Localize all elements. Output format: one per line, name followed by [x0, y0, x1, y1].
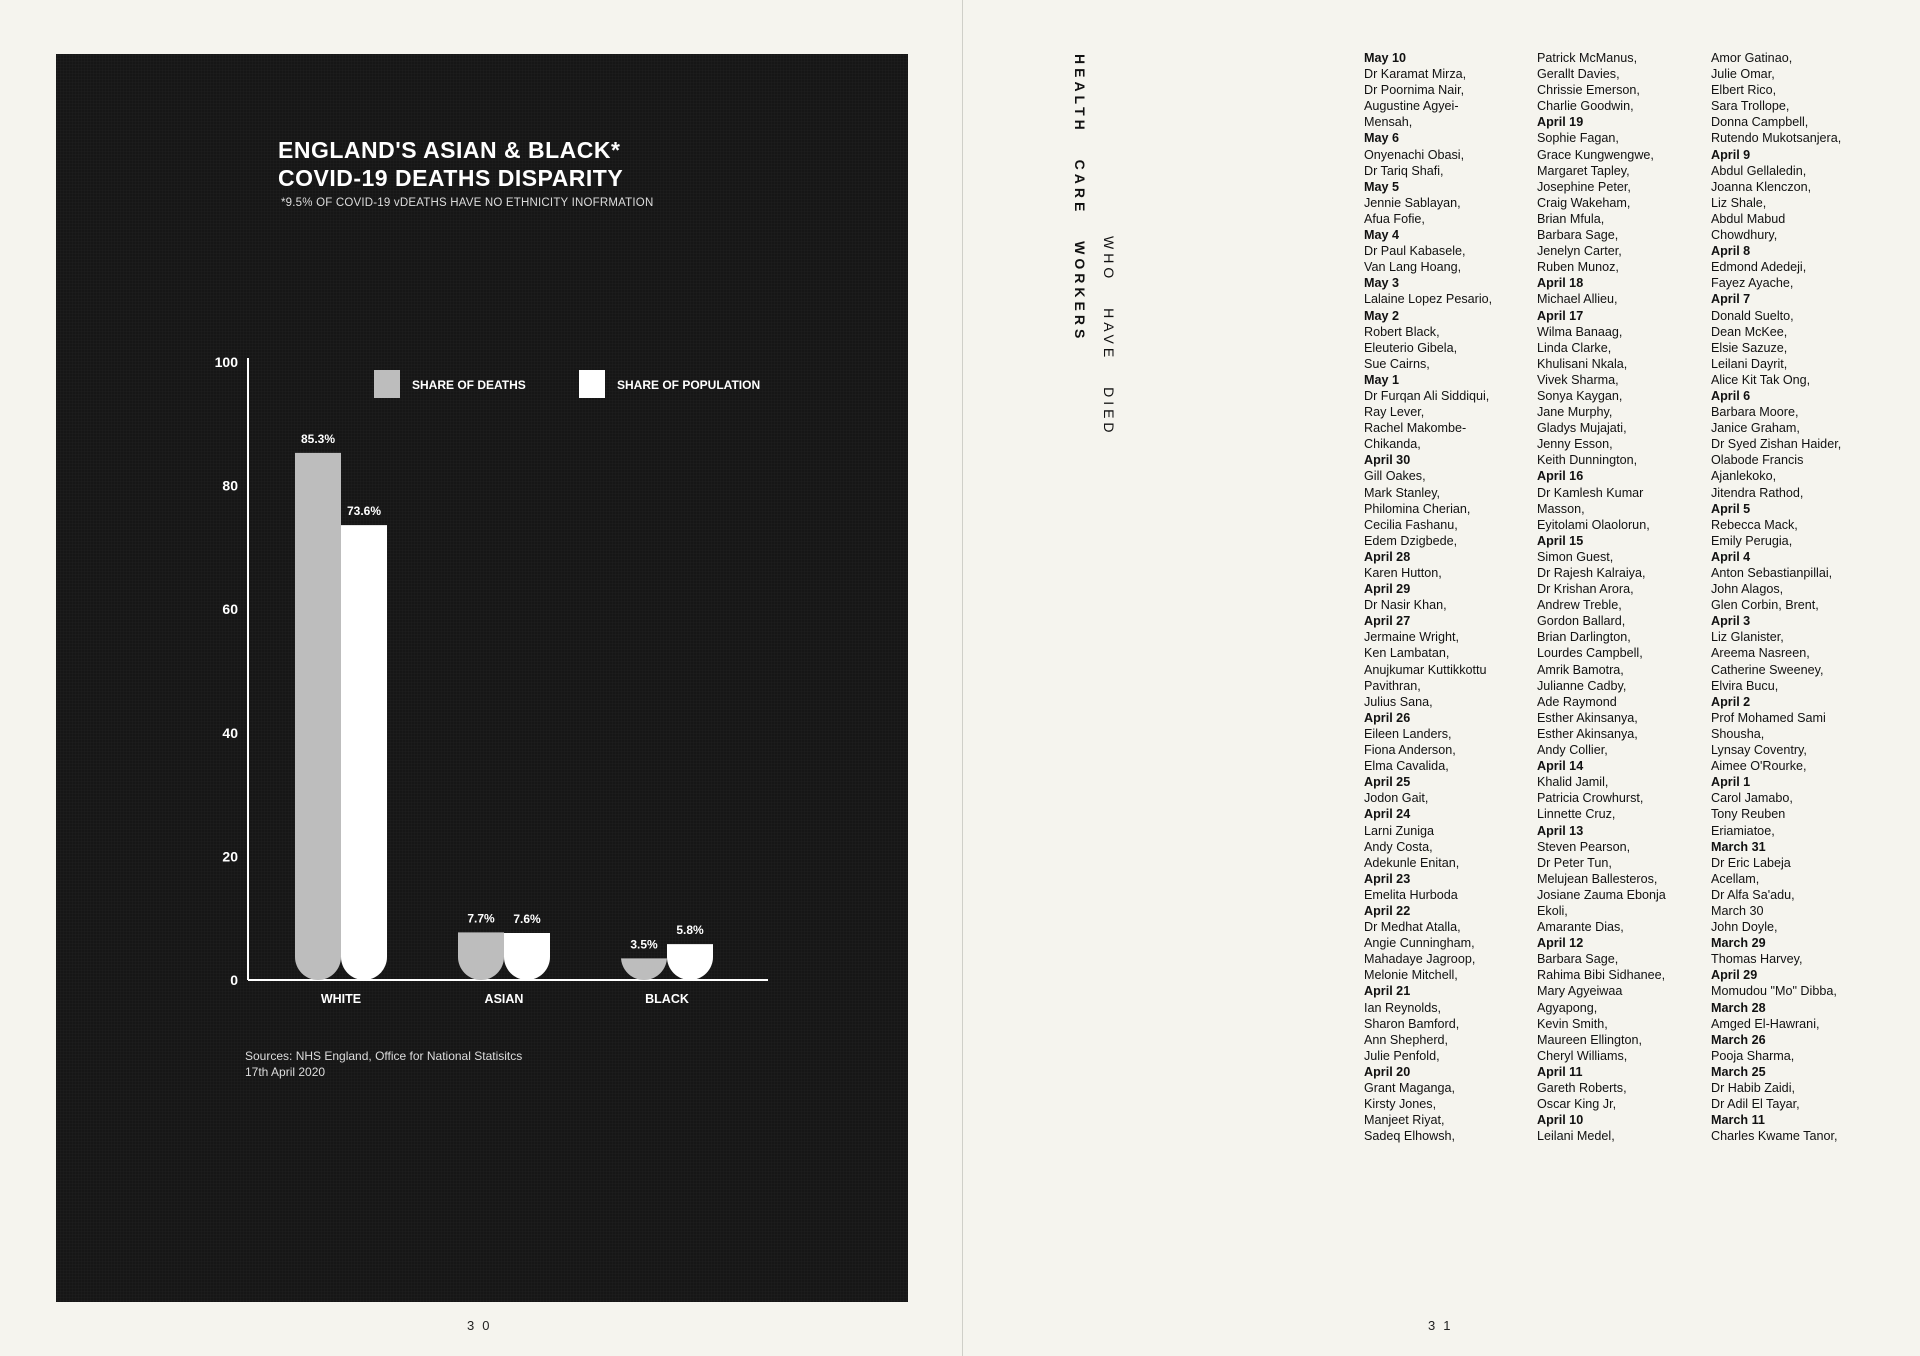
date-heading: May 10	[1364, 51, 1407, 65]
person-name: Julie Penfold,	[1364, 1048, 1440, 1063]
person-name: Areema Nasreen,	[1711, 646, 1810, 661]
person-name: Kevin Smith,	[1537, 1016, 1608, 1031]
person-name: Dr Krishan Arora,	[1537, 582, 1634, 597]
date-heading: April 9	[1711, 147, 1751, 162]
person-name: Olabode Francis	[1711, 453, 1804, 468]
person-name: Aimee O'Rourke,	[1711, 759, 1807, 774]
person-name: Chrissie Emerson,	[1537, 83, 1640, 98]
date-heading: May 3	[1364, 276, 1400, 291]
chart-source-line-1: Sources: NHS England, Office for National Statisitcs	[245, 1049, 523, 1063]
person-name: Patrick McManus,	[1537, 51, 1638, 65]
person-name: Leilani Dayrit,	[1711, 356, 1788, 371]
person-name: Andy Costa,	[1364, 839, 1433, 854]
y-tick-label: 100	[214, 354, 238, 370]
person-name: Glen Corbin, Brent,	[1711, 598, 1819, 613]
bar-black-deaths	[621, 957, 667, 980]
date-heading: April 15	[1537, 533, 1584, 548]
person-name: Anujkumar Kuttikkottu	[1364, 662, 1487, 677]
person-name: Jane Murphy,	[1537, 405, 1613, 420]
person-name: Elma Cavalida,	[1364, 759, 1449, 774]
person-name: John Doyle,	[1711, 920, 1778, 935]
person-name: Dr Syed Zishan Haider,	[1711, 437, 1842, 452]
bar-asian-deaths	[458, 932, 504, 980]
chart-title-line-2: COVID-19 DEATHS DISPARITY	[278, 165, 624, 191]
date-heading: March 31	[1711, 839, 1766, 854]
person-name: Dr Rajesh Kalraiya,	[1537, 566, 1646, 580]
y-tick-label: 40	[222, 724, 238, 741]
person-name: Dr Peter Tun,	[1537, 855, 1612, 870]
person-name: Pavithran,	[1364, 678, 1421, 693]
person-name: Adekunle Enitan,	[1364, 855, 1460, 870]
person-name: Donna Campbell,	[1711, 115, 1809, 130]
person-name: Cheryl Williams,	[1537, 1048, 1628, 1063]
person-name: Amrik Bamotra,	[1537, 662, 1624, 677]
person-name: Brian Mfula,	[1537, 211, 1605, 226]
date-heading: April 19	[1537, 115, 1584, 130]
person-name: Kirsty Jones,	[1364, 1097, 1437, 1112]
person-name: Rachel Makombe-	[1364, 421, 1467, 436]
chart-subtitle: *9.5% OF COVID-19 vDEATHS HAVE NO ETHNICITY INOFRMATION	[281, 197, 654, 209]
person-name: Ekoli,	[1537, 903, 1568, 918]
person-name: Robert Black,	[1364, 324, 1440, 339]
person-name: Jenelyn Carter,	[1537, 244, 1622, 259]
x-tick-label-white: WHITE	[320, 992, 362, 1006]
date-heading: April 20	[1364, 1064, 1411, 1079]
person-name: Melujean Ballesteros,	[1537, 871, 1658, 886]
person-name: Charles Kwame Tanor,	[1711, 1129, 1838, 1144]
bar-black-population	[667, 944, 713, 980]
person-name: Eleuterio Gibela,	[1364, 340, 1458, 355]
date-heading: April 3	[1711, 614, 1751, 629]
person-name: Eriamiatoe,	[1711, 823, 1775, 838]
person-name: Dr Kamlesh Kumar	[1537, 485, 1644, 500]
person-name: Dr Medhat Atalla,	[1364, 920, 1461, 935]
data-label: 7.6%	[513, 912, 541, 927]
date-heading: April 4	[1711, 549, 1751, 564]
person-name: Karen Hutton,	[1364, 566, 1442, 580]
person-name: Acellam,	[1711, 871, 1760, 886]
person-name: John Alagos,	[1711, 582, 1784, 597]
person-name: Carol Jamabo,	[1711, 791, 1793, 806]
data-label: 85.3%	[300, 431, 336, 446]
y-tick-label: 60	[222, 601, 238, 618]
person-name: Ruben Munoz,	[1537, 260, 1619, 275]
person-name: Gill Oakes,	[1364, 469, 1426, 484]
person-name: Josephine Peter,	[1537, 179, 1631, 194]
names-column-3	[1711, 50, 1891, 1144]
person-name: Shousha,	[1711, 726, 1765, 741]
person-name: Agyapong,	[1537, 1000, 1598, 1015]
y-tick-label: 20	[222, 848, 238, 865]
person-name: Gerallt Davies,	[1537, 67, 1620, 82]
person-name: Augustine Agyei-	[1364, 99, 1459, 114]
person-name: Vivek Sharma,	[1537, 372, 1619, 387]
person-name: Wilma Banaag,	[1537, 324, 1623, 339]
x-tick-label-black: BLACK	[645, 992, 689, 1006]
date-heading: April 29	[1711, 968, 1758, 983]
person-name: Josiane Zauma Ebonja	[1537, 887, 1666, 902]
person-name: Dean McKee,	[1711, 324, 1788, 339]
person-name: Michael Allieu,	[1537, 292, 1618, 307]
person-name: Masson,	[1537, 501, 1585, 516]
person-name: Gladys Mujajati,	[1537, 421, 1627, 436]
bar-white-population	[341, 525, 387, 980]
date-heading: April 27	[1364, 614, 1411, 629]
person-name: Sara Trollope,	[1711, 99, 1790, 114]
date-heading: April 18	[1537, 276, 1584, 291]
person-name: Dr Poornima Nair,	[1364, 83, 1465, 98]
person-name: Steven Pearson,	[1537, 839, 1631, 854]
page-number-left: 30	[467, 1318, 498, 1333]
person-name: Grace Kungwengwe,	[1537, 147, 1654, 162]
person-name: Gordon Ballard,	[1537, 614, 1626, 629]
person-name: Melonie Mitchell,	[1364, 968, 1458, 983]
person-name: Sue Cairns,	[1364, 356, 1430, 371]
person-name: Catherine Sweeney,	[1711, 662, 1824, 677]
person-name: Julius Sana,	[1364, 694, 1433, 709]
person-name: Mary Agyeiwaa	[1537, 984, 1623, 999]
chart-title-line-1: ENGLAND'S ASIAN & BLACK*	[278, 137, 621, 163]
person-name: Esther Akinsanya,	[1537, 726, 1638, 741]
person-name: Jitendra Rathod,	[1711, 485, 1804, 500]
date-heading: April 22	[1364, 903, 1411, 918]
person-name: Liz Glanister,	[1711, 630, 1784, 645]
person-name: Rutendo Mukotsanjera,	[1711, 131, 1842, 146]
date-heading: April 30	[1364, 453, 1411, 468]
person-name: Dr Karamat Mirza,	[1364, 67, 1467, 82]
date-heading: April 5	[1711, 501, 1751, 516]
date-heading: April 11	[1537, 1064, 1583, 1079]
person-name: Eyitolami Olaolorun,	[1537, 517, 1650, 532]
person-name: Amarante Dias,	[1537, 920, 1624, 935]
person-name: Eileen Landers,	[1364, 726, 1452, 741]
person-name: Amor Gatinao,	[1711, 51, 1793, 65]
person-name: Lourdes Campbell,	[1537, 646, 1643, 661]
legend-swatch-population	[579, 370, 605, 398]
person-name: Linnette Cruz,	[1537, 807, 1616, 822]
date-heading: May 4	[1364, 228, 1400, 243]
person-name: Leilani Medel,	[1537, 1129, 1615, 1144]
date-heading: April 21	[1364, 984, 1411, 999]
person-name: Momudou "Mo" Dibba,	[1711, 984, 1837, 999]
person-name: Mahadaye Jagroop,	[1364, 952, 1476, 967]
date-heading: April 24	[1364, 807, 1411, 822]
date-heading: May 1	[1364, 372, 1400, 387]
legend-label-population: SHARE OF POPULATION	[617, 378, 761, 392]
person-name: Dr Paul Kabasele,	[1364, 244, 1466, 259]
person-name: Mensah,	[1364, 115, 1413, 130]
date-heading: April 2	[1711, 694, 1751, 709]
date-heading: April 6	[1711, 388, 1751, 403]
person-name: Pooja Sharma,	[1711, 1048, 1795, 1063]
date-heading: March 26	[1711, 1032, 1766, 1047]
person-name: Dr Tariq Shafi,	[1364, 163, 1444, 178]
person-name: Fayez Ayache,	[1711, 276, 1794, 291]
person-name: Joanna Klenczon,	[1711, 179, 1812, 194]
person-name: Sophie Fagan,	[1537, 131, 1619, 146]
person-name: Khulisani Nkala,	[1537, 356, 1628, 371]
person-name: Janice Graham,	[1711, 421, 1800, 436]
heading-health-care-workers: HEALTH CARE WORKERS	[1072, 54, 1088, 343]
legend-swatch-deaths	[374, 370, 400, 398]
person-name: Keith Dunnington,	[1537, 453, 1638, 468]
person-name: Dr Habib Zaidi,	[1711, 1081, 1795, 1095]
person-name: March 30	[1711, 903, 1764, 918]
data-label: 7.7%	[467, 911, 495, 926]
date-heading: March 28	[1711, 1000, 1766, 1015]
person-name: Sonya Kaygan,	[1537, 388, 1623, 403]
person-name: Ken Lambatan,	[1364, 646, 1450, 661]
person-name: Angie Cunningham,	[1364, 936, 1475, 951]
page-number-right: 31	[1428, 1318, 1459, 1333]
person-name: Philomina Cherian,	[1364, 501, 1471, 516]
date-heading: April 10	[1537, 1113, 1584, 1128]
person-name: Van Lang Hoang,	[1364, 260, 1462, 275]
person-name: Barbara Sage,	[1537, 228, 1619, 243]
person-name: Julianne Cadby,	[1537, 678, 1627, 693]
person-name: Afua Fofie,	[1364, 211, 1425, 226]
legend-label-deaths: SHARE OF DEATHS	[412, 378, 526, 392]
date-heading: March 25	[1711, 1064, 1766, 1079]
person-name: Rahima Bibi Sidhanee,	[1537, 968, 1666, 983]
person-name: Dr Adil El Tayar,	[1711, 1097, 1800, 1112]
x-tick-label-asian: ASIAN	[484, 992, 524, 1006]
bar-asian-population	[504, 933, 550, 980]
date-heading: April 7	[1711, 292, 1751, 307]
person-name: Manjeet Riyat,	[1364, 1113, 1445, 1128]
person-name: Gareth Roberts,	[1537, 1081, 1627, 1095]
person-name: Anton Sebastianpillai,	[1711, 566, 1833, 580]
person-name: Brian Darlington,	[1537, 630, 1631, 645]
person-name: Grant Maganga,	[1364, 1081, 1456, 1095]
date-heading: March 29	[1711, 936, 1766, 951]
date-heading: April 25	[1364, 775, 1411, 790]
person-name: Edmond Adedeji,	[1711, 260, 1807, 275]
person-name: Abdul Mabud	[1711, 211, 1786, 226]
person-name: Dr Alfa Sa'adu,	[1711, 887, 1795, 902]
person-name: Ade Raymond	[1537, 694, 1617, 709]
heading-who-have-died: WHO HAVE DIED	[1101, 236, 1117, 437]
person-name: Rebecca Mack,	[1711, 517, 1798, 532]
person-name: Dr Nasir Khan,	[1364, 598, 1447, 613]
person-name: Ian Reynolds,	[1364, 1000, 1442, 1015]
date-heading: May 6	[1364, 131, 1400, 146]
person-name: Ann Shepherd,	[1364, 1032, 1449, 1047]
person-name: Mark Stanley,	[1364, 485, 1441, 500]
person-name: Esther Akinsanya,	[1537, 710, 1638, 725]
person-name: Charlie Goodwin,	[1537, 99, 1634, 114]
person-name: Larni Zuniga	[1364, 823, 1435, 838]
person-name: Patricia Crowhurst,	[1537, 791, 1644, 806]
date-heading: April 23	[1364, 871, 1411, 886]
person-name: Maureen Ellington,	[1537, 1032, 1643, 1047]
person-name: Fiona Anderson,	[1364, 743, 1456, 758]
date-heading: May 2	[1364, 308, 1400, 323]
person-name: Elbert Rico,	[1711, 83, 1777, 98]
person-name: Khalid Jamil,	[1537, 775, 1609, 790]
date-heading: April 16	[1537, 469, 1584, 484]
date-heading: April 13	[1537, 823, 1584, 838]
person-name: Sadeq Elhowsh,	[1364, 1129, 1456, 1144]
person-name: Dr Furqan Ali Siddiqui,	[1364, 388, 1490, 403]
person-name: Emelita Hurboda	[1364, 887, 1458, 902]
date-heading: April 14	[1537, 759, 1584, 774]
person-name: Tony Reuben	[1711, 807, 1786, 822]
person-name: Thomas Harvey,	[1711, 952, 1803, 967]
person-name: Ray Lever,	[1364, 405, 1425, 420]
date-heading: April 1	[1711, 775, 1751, 790]
person-name: Oscar King Jr,	[1537, 1097, 1617, 1112]
date-heading: May 5	[1364, 179, 1400, 194]
data-label: 73.6%	[346, 504, 382, 519]
person-name: Alice Kit Tak Ong,	[1711, 372, 1811, 387]
person-name: Simon Guest,	[1537, 549, 1614, 564]
date-heading: April 26	[1364, 710, 1411, 725]
person-name: Emily Perugia,	[1711, 533, 1793, 548]
y-tick-label: 80	[222, 477, 238, 494]
person-name: Jenny Esson,	[1537, 437, 1613, 452]
person-name: Chikanda,	[1364, 437, 1421, 452]
person-name: Linda Clarke,	[1537, 340, 1612, 355]
y-tick-label: 0	[230, 972, 238, 988]
person-name: Andy Collier,	[1537, 743, 1608, 758]
person-name: Onyenachi Obasi,	[1364, 147, 1465, 162]
person-name: Jodon Gait,	[1364, 791, 1429, 806]
person-name: Liz Shale,	[1711, 195, 1767, 210]
person-name: Cecilia Fashanu,	[1364, 517, 1458, 532]
person-name: Margaret Tapley,	[1537, 163, 1630, 178]
person-name: Chowdhury,	[1711, 228, 1778, 243]
book-spine	[962, 0, 963, 1356]
names-column-2	[1537, 50, 1717, 1144]
chart-source-line-2: 17th April 2020	[245, 1065, 326, 1079]
person-name: Abdul Gellaledin,	[1711, 163, 1807, 178]
person-name: Elsie Sazuze,	[1711, 340, 1788, 355]
date-heading: April 29	[1364, 582, 1411, 597]
date-heading: April 28	[1364, 549, 1411, 564]
person-name: Ajanlekoko,	[1711, 469, 1777, 484]
date-heading: April 8	[1711, 244, 1751, 259]
person-name: Donald Suelto,	[1711, 308, 1794, 323]
person-name: Craig Wakeham,	[1537, 195, 1631, 210]
person-name: Sharon Bamford,	[1364, 1016, 1460, 1031]
person-name: Jermaine Wright,	[1364, 630, 1459, 645]
person-name: Elvira Bucu,	[1711, 678, 1779, 693]
person-name: Andrew Treble,	[1537, 598, 1622, 613]
date-heading: April 17	[1537, 308, 1584, 323]
person-name: Lynsay Coventry,	[1711, 743, 1807, 758]
chart-source	[245, 1048, 522, 1080]
names-column-1	[1364, 50, 1544, 1144]
data-label: 3.5%	[630, 937, 658, 952]
person-name: Barbara Moore,	[1711, 405, 1799, 420]
person-name: Jennie Sablayan,	[1364, 195, 1461, 210]
data-label: 5.8%	[676, 923, 704, 938]
person-name: Lalaine Lopez Pesario,	[1364, 292, 1493, 307]
person-name: Barbara Sage,	[1537, 952, 1619, 967]
person-name: Dr Eric Labeja	[1711, 855, 1791, 870]
bar-white-deaths	[295, 453, 341, 980]
date-heading: March 11	[1711, 1113, 1765, 1128]
person-name: Edem Dzigbede,	[1364, 533, 1458, 548]
date-heading: April 12	[1537, 936, 1584, 951]
person-name: Julie Omar,	[1711, 67, 1775, 82]
person-name: Amged El-Hawrani,	[1711, 1016, 1820, 1031]
person-name: Prof Mohamed Sami	[1711, 710, 1826, 725]
